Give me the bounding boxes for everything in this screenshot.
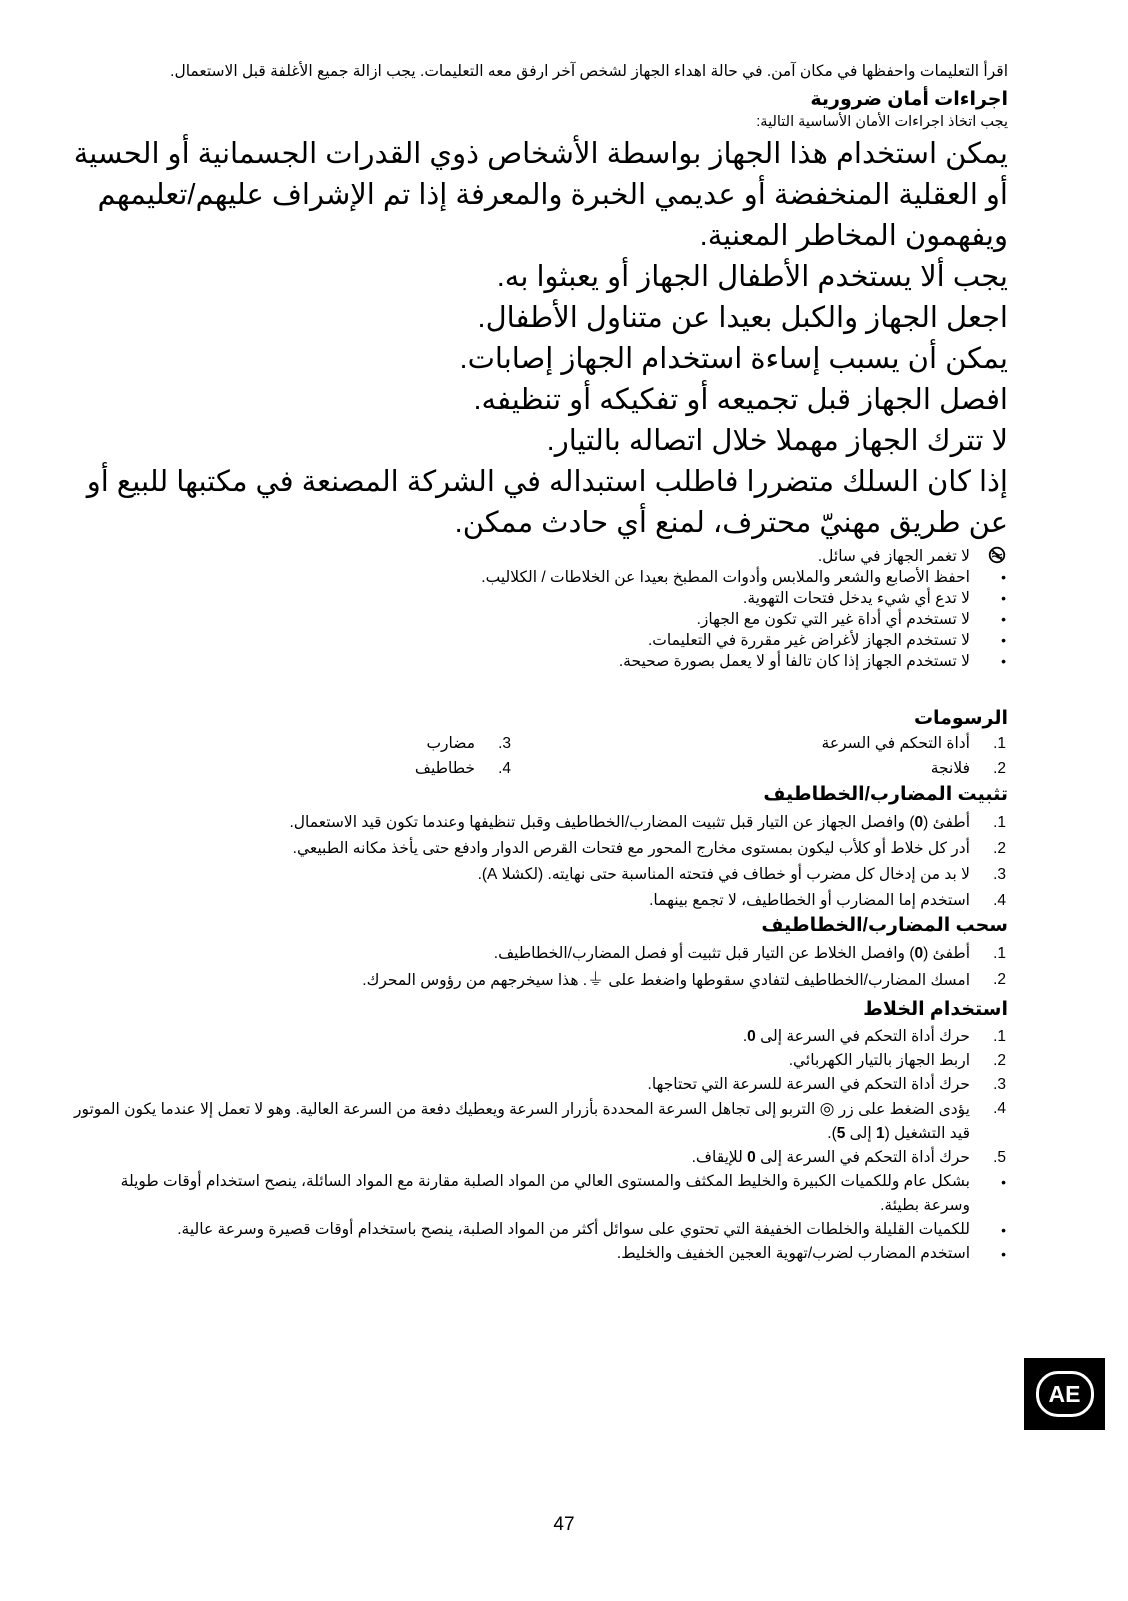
bullet-icon: •: [1001, 653, 1006, 669]
safety-line: لا تترك الجهاز مهملا خلال اتصاله بالتيار.: [546, 425, 1008, 457]
bullet-icon: •: [1001, 632, 1006, 648]
using-heading: استخدام الخلاط: [863, 999, 1008, 1020]
list-item: 4. خطاطيف: [414, 760, 511, 777]
using-tips: [70, 1170, 1008, 1266]
list-item: • احفظ الأصابع والشعر والملابس وأدوات المطبخ بعيدا عن الخلاطات / الكلاليب.: [481, 569, 1006, 586]
release-button-icon: ⏚: [587, 970, 605, 989]
list-item: 1. أداة التحكم في السرعة: [821, 735, 1006, 752]
list-item: • لا تستخدم أي أداة غير التي تكون مع الجهاز.: [696, 611, 1006, 628]
safety-line: يمكن استخدام هذا الجهاز بواسطة الأشخاص ذوي القدرات الجسمانية أو الحسية أو العقلية المنخفضة أو عديمي الخبرة والمعرفة إذا تم الإشراف عليهم/تعليمهم ويفهمون المخاطر المعنية.: [73, 138, 1008, 252]
list-item: 1. أطفئ (0) وافصل الخلاط عن التيار قبل تثبيت أو فصل المضارب/الخطاطيف.: [493, 945, 1006, 962]
safety-line: يمكن أن يسبب إساءة استخدام الجهاز إصابات.: [459, 343, 1008, 375]
no-immerse-icon: [976, 546, 1006, 567]
list-item: • بشكل عام وللكميات الكبيرة والخليط المكثف والمستوى العالي من المواد الصلبة مقارنة مع المواد السائلة، ينصح استخدام أوقات طويلة وسرعة بطيئة.: [70, 1170, 1008, 1218]
bullet-icon: •: [1001, 569, 1006, 585]
language-badge: [1024, 1358, 1105, 1430]
list-item: 3. لا بد من إدخال كل مضرب أو خطاف في فتحته المناسبة حتى نهايته. (لكشلا A).: [477, 866, 1006, 883]
list-item: 4. يؤدى الضغط على زر ◎ التربو إلى تجاهل السرعة المحددة بأزرار السرعة ويعطيك دفعة من السرعة العالية. وهو لا تعمل إلا عندما يكون الموتور قيد التشغيل (1 إلى 5).: [74, 1099, 1006, 1142]
safety-line: إذا كان السلك متضررا فاطلب استبداله في الشركة المصنعة في مكتبها للبيع أو عن طريق مهنيّ محترف، لمنع أي حادث ممكن.: [86, 466, 1008, 539]
list-item: 2. أدر كل خلاط أو كلأب ليكون بمستوى مخارج المحور مع فتحات القرص الدوار وادفع حتى يأخذ مكانه الطبيعي.: [292, 840, 1006, 857]
bullet-icon: •: [1001, 1222, 1006, 1238]
bullet-icon: •: [1001, 1246, 1006, 1262]
bullet-icon: •: [1001, 611, 1006, 627]
list-item: 3. مضارب: [426, 735, 511, 752]
list-item: • لا تستخدم الجهاز لأغراض غير مقررة في التعليمات.: [647, 632, 1006, 649]
page-number: 47: [553, 1514, 575, 1535]
bullet-icon: •: [1001, 590, 1006, 606]
turbo-icon: ◎: [819, 1099, 835, 1118]
fitting-heading: تثبيت المضارب/الخطاطيف: [763, 784, 1008, 805]
manual-page: [70, 62, 1008, 1266]
list-item: 3. حرك أداة التحكم في السرعة للسرعة التي تحتاجها.: [647, 1076, 1006, 1093]
drawings-heading: الرسومات: [913, 708, 1008, 729]
list-item: • للكميات القليلة والخلطات الخفيفة التي تحتوي على سوائل أكثر من المواد الصلبة، ينصح باستخدام أوقات قصيرة وسرعة عالية.: [70, 1218, 1008, 1242]
removing-list: [70, 941, 1008, 994]
warning-text: لا تغمر الجهاز في سائل.: [817, 548, 970, 565]
list-item: • لا تدع أي شيء يدخل فتحات التهوية.: [743, 590, 1006, 607]
list-item: • لا تستخدم الجهاز إذا كان تالفا أو لا يعمل بصورة صحيحة.: [618, 653, 1006, 670]
safety-big-text: [70, 134, 1008, 544]
list-item: 2. فلانجة: [930, 760, 1006, 777]
list-item: 1. أطفئ (0) وافصل الجهاز عن التيار قبل تثبيت المضارب/الخطاطيف وقبل تنظيفها وعندما تكون قيد الاستعمال.: [289, 814, 1006, 831]
safety-heading: اجراءات أمان ضرورية: [810, 89, 1008, 110]
list-item: 4. استخدم إما المضارب أو الخطاطيف، لا تجمع بينهما.: [649, 892, 1006, 909]
fitting-list: [70, 810, 1008, 914]
intro-text: اقرأ التعليمات واحفظها في مكان آمن. في حالة اهداء الجهاز لشخص آخر ارفق معه التعليمات. يجب ازالة جميع الأغلفة قبل الاستعمال.: [170, 63, 1008, 80]
list-item: • استخدم المضارب لضرب/تهوية العجين الخفيف والخليط.: [70, 1242, 1008, 1266]
language-badge-label: AE: [1036, 1371, 1094, 1417]
removing-heading: سحب المضارب/الخطاطيف: [761, 915, 1008, 936]
list-item: 1. حرك أداة التحكم في السرعة إلى 0.: [742, 1028, 1006, 1045]
safety-line: يجب ألا يستخدم الأطفال الجهاز أو يعبثوا به.: [496, 261, 1008, 293]
safety-line: اجعل الجهاز والكبل بعيدا عن متناول الأطفال.: [477, 302, 1008, 334]
list-item: [70, 546, 1008, 567]
list-item: 2. امسك المضارب/الخطاطيف لتفادي سقوطها واضغط على ⏚. هذا سيخرجهم من رؤوس المحرك.: [362, 970, 1006, 989]
list-item: 2. اربط الجهاز بالتيار الكهربائي.: [788, 1052, 1006, 1069]
bullet-icon: •: [1001, 1174, 1006, 1190]
using-list: [70, 1025, 1008, 1170]
safety-list: [70, 546, 1008, 672]
safety-subheading: يجب اتخاذ اجراءات الأمان الأساسية التالية:: [756, 114, 1008, 130]
safety-line: افصل الجهاز قبل تجميعه أو تفكيكه أو تنظيفه.: [473, 384, 1008, 416]
list-item: 5. حرك أداة التحكم في السرعة إلى 0 للإيقاف.: [691, 1149, 1006, 1166]
drawings-list: [70, 731, 1008, 781]
